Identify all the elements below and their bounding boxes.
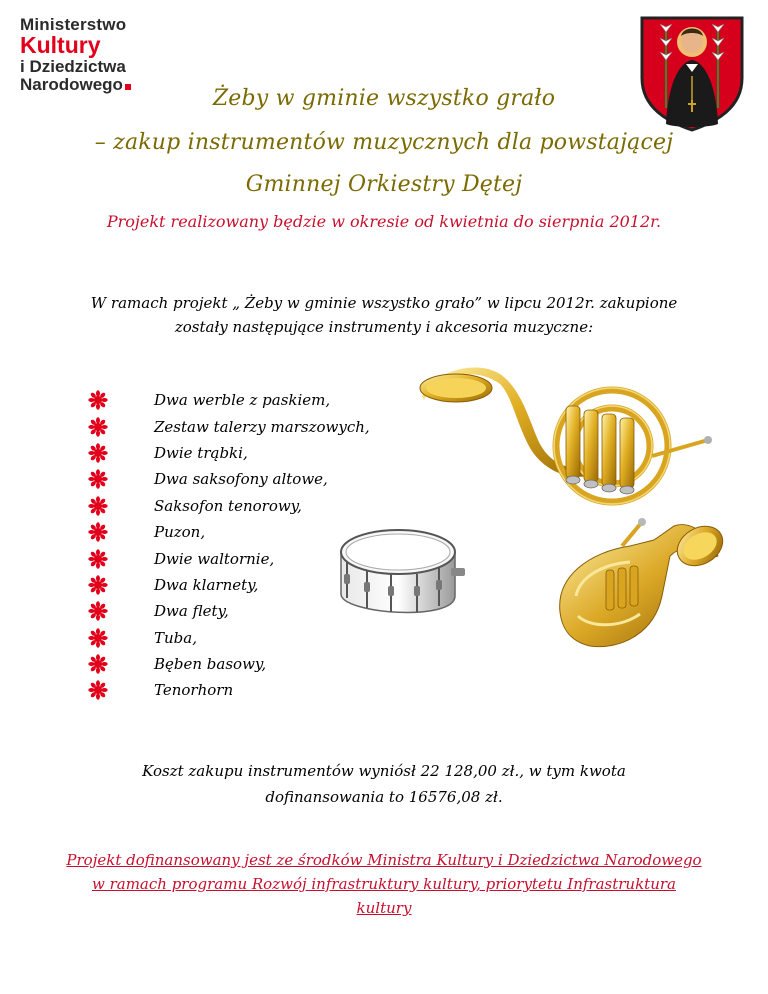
page-title-line-2: – zakup instrumentów muzycznych dla powstającej xyxy=(94,130,674,155)
list-item xyxy=(88,625,370,651)
list-item xyxy=(88,545,370,571)
red-flower-bullet-icon xyxy=(88,443,108,463)
instrument-name: Tuba, xyxy=(154,628,197,647)
list-item xyxy=(88,413,370,439)
tuba-image xyxy=(550,516,726,656)
list-item xyxy=(88,519,370,545)
page-title-line-3: Gminnej Orkiestry Dętej xyxy=(245,172,523,197)
logo-line-1: Ministerstwo xyxy=(20,15,127,34)
instrument-name: Zestaw talerzy marszowych, xyxy=(154,417,370,436)
instrument-name: Saksofon tenorowy, xyxy=(154,496,302,515)
funding-note: Projekt dofinansowany jest ze środków Ministra Kultury i Dziedzictwa Narodowego w ramach programu Rozwój infrastruktury kultury, priorytetu Infrastruktura kultury xyxy=(66,851,702,917)
list-item xyxy=(88,598,370,624)
instrument-name: Puzon, xyxy=(154,523,206,542)
list-item xyxy=(88,466,370,492)
ministry-logo xyxy=(20,16,170,93)
list-item xyxy=(88,493,370,519)
instrument-name: Bęben basowy, xyxy=(154,655,267,674)
page-title-line-1: Żeby w gminie wszystko grało xyxy=(212,86,556,111)
snare-drum-image xyxy=(333,522,469,630)
red-flower-bullet-icon xyxy=(88,628,108,648)
red-flower-bullet-icon xyxy=(88,390,108,410)
red-flower-bullet-icon xyxy=(88,496,108,516)
project-period: Projekt realizowany będzie w okresie od kwietnia do sierpnia 2012r. xyxy=(106,212,662,231)
red-flower-bullet-icon xyxy=(88,601,108,621)
red-flower-bullet-icon xyxy=(88,549,108,569)
red-flower-bullet-icon xyxy=(88,680,108,700)
list-item xyxy=(88,651,370,677)
instrument-list xyxy=(88,387,370,704)
instrument-name: Dwie waltornie, xyxy=(154,549,275,568)
red-flower-bullet-icon xyxy=(88,522,108,542)
red-flower-bullet-icon xyxy=(88,469,108,489)
instrument-name: Dwa saksofony altowe, xyxy=(154,470,328,489)
instrument-name: Dwa flety, xyxy=(154,602,229,621)
instrument-name: Dwa klarnety, xyxy=(154,575,259,594)
red-flower-bullet-icon xyxy=(88,654,108,674)
french-horn-image xyxy=(416,366,712,522)
red-flower-bullet-icon xyxy=(88,575,108,595)
red-flower-bullet-icon xyxy=(88,417,108,437)
list-item xyxy=(88,677,370,703)
list-item xyxy=(88,440,370,466)
list-item xyxy=(88,387,370,413)
logo-line-3: i Dziedzictwa xyxy=(20,57,126,76)
instrument-name: Dwa werble z paskiem, xyxy=(154,391,331,410)
logo-line-4-text: Narodowego xyxy=(20,75,123,94)
intro-paragraph: W ramach projekt „ Żeby w gminie wszystko grało” w lipcu 2012r. zakupione zostały następujące instrumenty i akcesoria muzyczne: xyxy=(90,294,678,336)
logo-line-2: Kultury xyxy=(20,32,101,58)
instrument-name: Tenorhorn xyxy=(154,681,234,700)
coat-of-arms-icon xyxy=(636,12,748,132)
list-item xyxy=(88,572,370,598)
instrument-name: Dwie trąbki, xyxy=(154,443,248,462)
cost-paragraph: Koszt zakupu instrumentów wyniósł 22 128,00 zł., w tym kwota dofinansowania to 16576,08 zł. xyxy=(142,762,626,806)
